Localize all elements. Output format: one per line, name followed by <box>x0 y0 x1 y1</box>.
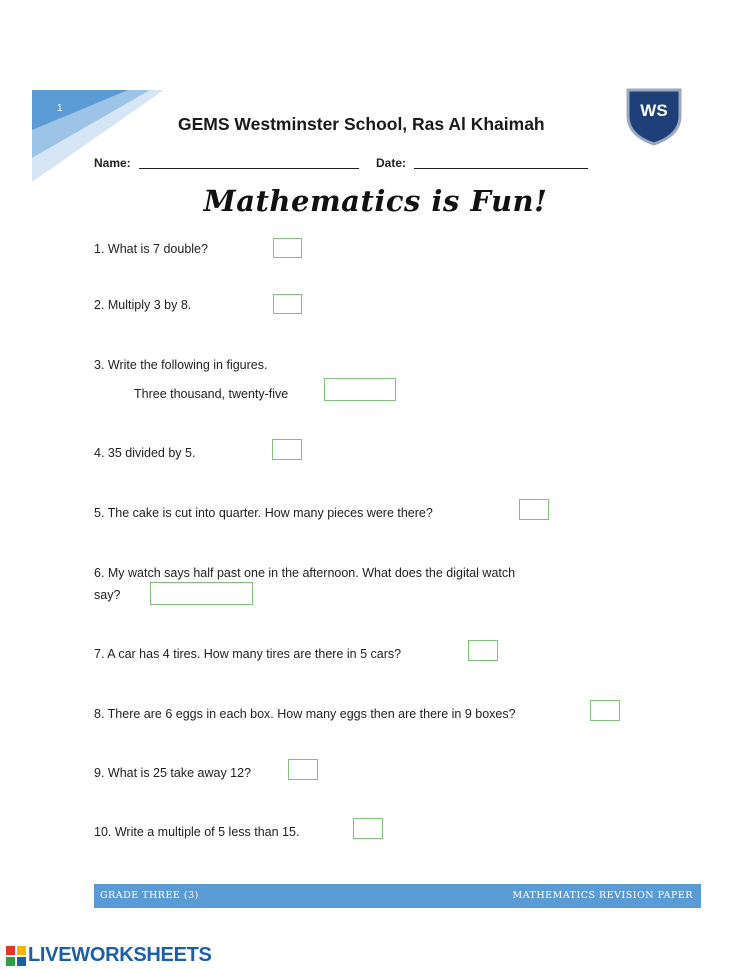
footer-band <box>94 884 701 908</box>
name-line <box>139 168 359 169</box>
question-8: 8. There are 6 eggs in each box. How many eggs then are there in 9 boxes? <box>94 707 516 721</box>
question-7: 7. A car has 4 tires. How many tires are there in 5 cars? <box>94 647 402 661</box>
answer-box-6[interactable] <box>150 582 253 605</box>
answer-box-10[interactable] <box>353 818 383 839</box>
date-line <box>414 168 588 169</box>
answer-box-4[interactable] <box>272 439 302 460</box>
answer-box-5[interactable] <box>519 499 549 520</box>
logo-text: WS <box>640 101 668 120</box>
question-3: 3. Write the following in figures. <box>94 358 268 372</box>
footer-grade: GRADE THREE (3) <box>100 890 199 901</box>
footer-paper-title: MATHEMATICS REVISION PAPER <box>512 890 693 901</box>
question-9: 9. What is 25 take away 12? <box>94 766 252 780</box>
question-10: 10. Write a multiple of 5 less than 15. <box>94 825 300 839</box>
answer-box-1[interactable] <box>273 238 302 258</box>
question-5: 5. The cake is cut into quarter. How many pieces were there? <box>94 506 433 520</box>
question-6: 6. My watch says half past one in the afternoon. What does the digital watch <box>94 566 516 580</box>
question-1: 1. What is 7 double? <box>94 242 208 256</box>
answer-box-8[interactable] <box>590 700 620 721</box>
answer-box-9[interactable] <box>288 759 318 780</box>
answer-box-3[interactable] <box>324 378 396 401</box>
name-label: Name: <box>94 156 131 170</box>
question-2: 2. Multiply 3 by 8. <box>94 298 192 312</box>
question-3-subtext: Three thousand, twenty-five <box>134 387 289 401</box>
question-4: 4. 35 divided by 5. <box>94 446 196 460</box>
liveworksheets-logo-icon <box>6 946 26 966</box>
answer-box-2[interactable] <box>273 294 302 314</box>
worksheet-title: Mathematics is Fun! <box>203 184 548 218</box>
liveworksheets-brand <box>6 944 212 967</box>
liveworksheets-text: LIVEWORKSHEETS <box>28 944 212 966</box>
school-name: GEMS Westminster School, Ras Al Khaimah <box>178 114 545 134</box>
page-number: 1 <box>57 103 63 114</box>
school-logo <box>624 86 684 146</box>
question-6-subtext: say? <box>94 588 121 602</box>
date-label: Date: <box>376 156 407 170</box>
answer-box-7[interactable] <box>468 640 498 661</box>
